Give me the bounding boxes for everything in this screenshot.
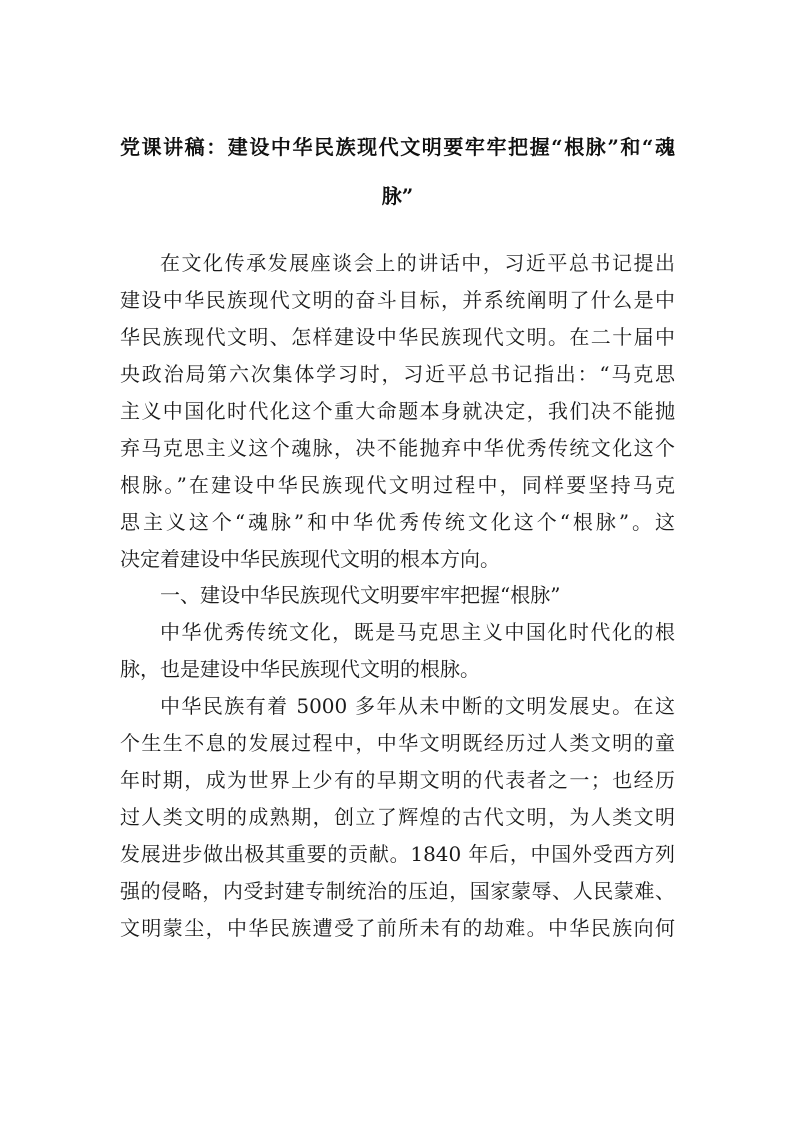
paragraph-line: 强的侵略，内受封建专制统治的压迫，国家蒙辱、人民蒙难、: [120, 878, 675, 903]
paragraph-line: 央政治局第六次集体学习时，习近平总书记指出：“马克思: [120, 361, 675, 386]
paragraph-line: 主义中国化时代化这个重大命题本身就决定，我们决不能抛: [120, 398, 675, 423]
paragraph-line: 思主义这个“魂脉”和中华优秀传统文化这个“根脉”。这: [120, 509, 675, 534]
section-heading: 一、建设中华民族现代文明要牢牢把握“根脉”: [160, 583, 561, 608]
paragraph-line: 脉，也是建设中华民族现代文明的根脉。: [120, 657, 480, 682]
document-title-line-2: 脉”: [381, 184, 414, 208]
paragraph-line: 中华民族有着 5000 多年从未中断的文明发展史。在这: [160, 694, 675, 719]
paragraph-line: 根脉。”在建设中华民族现代文明过程中，同样要坚持马克: [120, 472, 675, 497]
paragraph-line: 弃马克思主义这个魂脉，决不能抛弃中华优秀传统文化这个: [120, 435, 675, 460]
document-title-line-1: 党课讲稿：建设中华民族现代文明要牢牢把握“根脉”和“魂: [120, 135, 675, 159]
paragraph-line: 过人类文明的成熟期，创立了辉煌的古代文明，为人类文明: [120, 805, 675, 830]
paragraph-line: 年时期，成为世界上少有的早期文明的代表者之一；也经历: [120, 768, 675, 793]
paragraph-line: 建设中华民族现代文明的奋斗目标，并系统阐明了什么是中: [120, 287, 675, 312]
paragraph-line: 中华优秀传统文化，既是马克思主义中国化时代化的根: [160, 620, 675, 645]
document-body: [120, 245, 675, 947]
paragraph-line: 文明蒙尘，中华民族遭受了前所未有的劫难。中华民族向何: [120, 915, 675, 940]
paragraph-line: 发展进步做出极其重要的贡献。1840 年后，中国外受西方列: [120, 842, 675, 866]
paragraph-line: 决定着建设中华民族现代文明的根本方向。: [120, 546, 500, 571]
paragraph-line: 在文化传承发展座谈会上的讲话中，习近平总书记提出: [160, 251, 675, 275]
paragraph-line: 华民族现代文明、怎样建设中华民族现代文明。在二十届中: [120, 324, 675, 349]
paragraph-line: 个生生不息的发展过程中，中华文明既经历过人类文明的童: [120, 731, 675, 756]
